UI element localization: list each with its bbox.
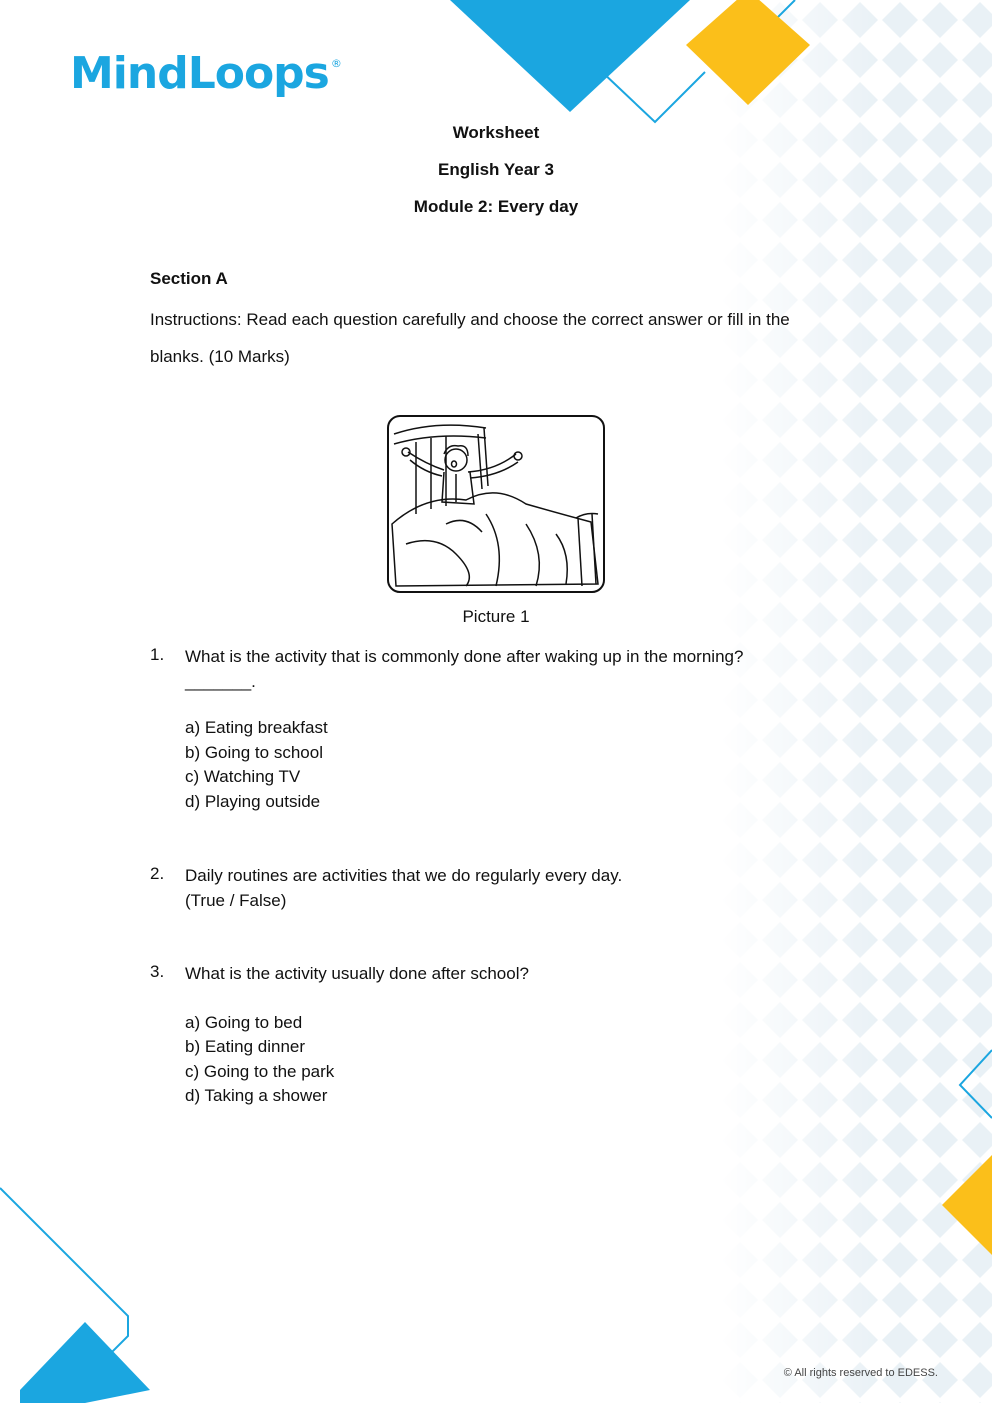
bottom-blue-diamond: [20, 1322, 150, 1403]
true-false-choice[interactable]: (True / False): [185, 890, 287, 910]
worksheet-header: [0, 118, 992, 229]
section-title: Section A: [150, 269, 228, 288]
question-text: What is the activity that is commonly done after waking up in the morning?: [185, 647, 744, 666]
option-c[interactable]: c) Going to the park: [185, 1061, 335, 1081]
mindloops-logo: [70, 48, 341, 99]
question-number: 3.: [150, 962, 165, 981]
option-b[interactable]: b) Eating dinner: [185, 1037, 306, 1056]
option-b[interactable]: b) Going to school: [185, 742, 323, 762]
option-d[interactable]: d) Taking a shower: [185, 1086, 328, 1105]
picture-boy-waking-up: [386, 414, 606, 594]
option-d[interactable]: d) Playing outside: [185, 791, 321, 811]
header-subject: English Year 3: [438, 160, 554, 179]
answer-options: [185, 1011, 850, 1109]
section-instructions: Instructions: Read each question carefully and choose the correct answer or fill in the blanks. (10 Marks): [150, 310, 790, 366]
answer-blank: _______.: [185, 671, 256, 691]
header-title: Worksheet: [452, 123, 540, 142]
question-2: [150, 864, 850, 913]
option-a[interactable]: a) Eating breakfast: [185, 718, 328, 737]
option-a[interactable]: a) Going to bed: [185, 1012, 303, 1032]
question-number: 1.: [150, 645, 165, 664]
section-a: [150, 264, 830, 375]
question-text: Daily routines are activities that we do regularly every day.: [185, 866, 623, 885]
header-module: Module 2: Every day: [413, 197, 579, 216]
copyright-footer: © All rights reserved to EDESS.: [783, 1367, 938, 1379]
option-c[interactable]: c) Watching TV: [185, 767, 301, 786]
top-blue-shape: [450, 0, 690, 112]
figure-caption: Picture 1: [462, 607, 530, 626]
question-text: What is the activity usually done after school?: [185, 964, 529, 983]
logo-text: MindLoops: [70, 48, 329, 99]
answer-options: [185, 716, 850, 814]
question-number: 2.: [150, 864, 165, 883]
registered-mark: ®: [330, 57, 341, 70]
question-3: [150, 962, 850, 1109]
question-1: [150, 645, 850, 814]
